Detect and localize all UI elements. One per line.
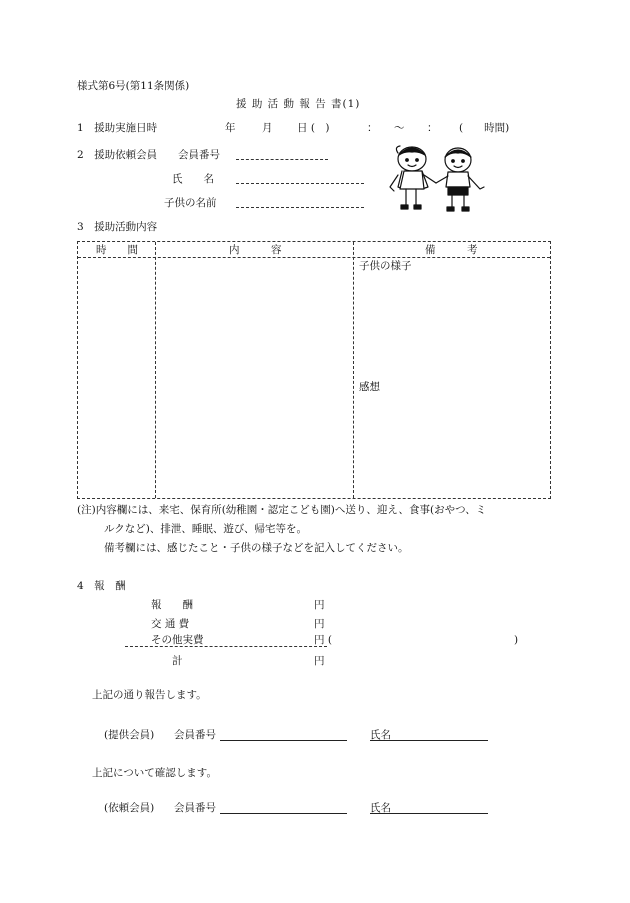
requester-role: (依頼会員) [104, 802, 155, 814]
provider-role: (提供会員) [104, 729, 155, 741]
time-colon-start: ： [367, 122, 378, 134]
remarks-child-label: 子供の様子 [359, 260, 412, 272]
form-id: 様式第6号(第11条関係) [77, 80, 190, 92]
requester-confirm-name-label: 氏名 [370, 802, 391, 814]
section2-label: 2 援助依頼会員 [77, 149, 158, 161]
month-label: 月 [262, 122, 273, 134]
remarks-child-cell[interactable] [355, 274, 549, 374]
remarks-impression-cell[interactable] [355, 396, 549, 497]
table-header-row [78, 242, 550, 258]
header-time: 時 間 [96, 244, 138, 256]
provider-name-field[interactable] [370, 740, 488, 741]
fee-row-name-total: 計 [172, 655, 183, 667]
day-label: 日 ( ) [297, 122, 330, 134]
year-label: 年 [225, 122, 236, 134]
fee-row-name-2: 交 通 費 [151, 618, 190, 630]
content-cell[interactable] [157, 258, 352, 497]
activity-table [77, 241, 551, 499]
two-children-holding-hands-icon [384, 143, 490, 221]
child-name-field[interactable] [236, 207, 364, 208]
fee-row-unit-total: 円 [314, 655, 325, 667]
column-divider-1 [155, 242, 156, 498]
note-line-3: 備考欄には、感じたこと・子供の様子などを記入してください。 [104, 542, 409, 554]
requester-confirm-member-no-label: 会員番号 [174, 802, 216, 814]
fee-row-unit-3: 円 ( [314, 634, 332, 646]
report-statement: 上記の通り報告します。 [92, 689, 207, 701]
time-colon-end: ： [427, 122, 438, 134]
fee-row-unit-1: 円 [314, 599, 325, 611]
provider-name-label: 氏名 [370, 729, 391, 741]
requester-confirm-name-field[interactable] [370, 813, 488, 814]
requester-member-no-field[interactable] [236, 159, 328, 160]
confirm-statement: 上記について確認します。 [92, 767, 217, 779]
other-expense-close-paren: ) [514, 634, 519, 646]
provider-member-no-field[interactable] [220, 740, 347, 741]
time-tilde: ～ [394, 122, 405, 134]
requester-member-no-label: 会員番号 [178, 149, 220, 161]
fee-row-name-1: 報 酬 [151, 599, 193, 611]
note-line-1: (注)内容欄には、来宅、保育所(幼稚園・認定こども園)へ送り、迎え、食事(おやつ、ミ [77, 504, 487, 516]
note-line-2: ルクなど)、排泄、睡眠、遊び、帰宅等を。 [104, 523, 307, 535]
requester-name-field[interactable] [236, 183, 364, 184]
column-divider-2 [353, 242, 354, 498]
header-content: 内 容 [229, 244, 282, 256]
remarks-impression-label: 感想 [359, 381, 380, 393]
requester-confirm-member-no-field[interactable] [220, 813, 347, 814]
requester-name-label: 氏 名 [172, 173, 214, 185]
fee-row-name-3: その他実費 [151, 634, 204, 646]
child-name-label: 子供の名前 [164, 197, 217, 209]
time-cell[interactable] [79, 258, 154, 497]
section4-label: 4 報 酬 [77, 580, 126, 592]
provider-member-no-label: 会員番号 [174, 729, 216, 741]
header-remarks: 備 考 [425, 244, 478, 256]
section3-label: 3 援助活動内容 [77, 221, 158, 233]
hours-label: ( 時間) [459, 122, 510, 134]
page-title: 援 助 活 動 報 告 書(1) [236, 98, 361, 110]
fee-row-unit-2: 円 [314, 618, 325, 630]
section1-label: 1 援助実施日時 [77, 122, 158, 134]
